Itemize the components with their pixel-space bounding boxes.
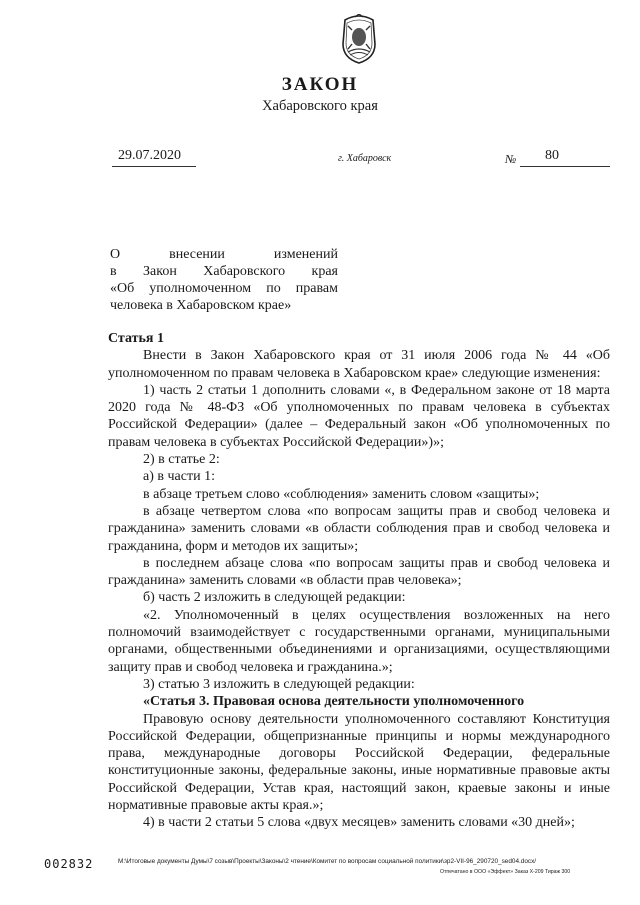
body-paragraph: 4) в части 2 статьи 5 слова «двух месяцев» заменить словами «30 дней»; <box>143 815 575 831</box>
body-paragraph: в последнем абзаце слова «по вопросам защиты прав и свобод человека и гражданина» заменить словами «в области прав человека»; <box>108 555 610 589</box>
body-paragraph: 3) статью 3 изложить в следующей редакции: <box>143 676 415 692</box>
body-paragraph: а) в части 1: <box>143 469 215 485</box>
body-paragraph: «Статья 3. Правовая основа деятельности уполномоченного <box>143 694 525 710</box>
document-body <box>108 330 610 832</box>
law-title-line: человека в Хабаровском крае» <box>110 298 292 313</box>
body-paragraph: Правовую основу деятельности уполномоченного составляют Конституция Российской Федерации, общепризнанные принципы и нормы международного права, международные договоры Российской Федерации, федеральные конституционные законы, федеральные законы, иные нормативные правовые акты Российской Федерации, Устав края, настоящий закон, краевые законы и иные нормативные правовые акты края.»; <box>108 711 610 814</box>
law-title-line: в Закон Хабаровского края <box>110 264 338 279</box>
body-paragraph: в абзаце третьем слово «соблюдения» заменить словом «защиты»; <box>143 486 540 502</box>
law-title-line: «Об уполномоченном по правам <box>110 281 338 296</box>
body-paragraph: Внести в Закон Хабаровского края от 31 июля 2006 года № 44 «Об уполномоченном по правам человека в Хабаровском крае» следующие изменения: <box>108 348 610 381</box>
document-type-title: ЗАКОН <box>281 74 359 95</box>
date-underline <box>112 166 196 167</box>
body-paragraph: 2) в статье 2: <box>143 452 220 468</box>
law-title-line: О внесении изменений <box>110 247 338 262</box>
law-date: 29.07.2020 <box>118 148 181 163</box>
article-heading: Статья 1 <box>108 331 164 346</box>
number-underline <box>520 166 610 167</box>
coat-of-arms-icon <box>338 14 380 64</box>
document-code: 002832 <box>44 857 94 871</box>
law-number: 80 <box>545 148 559 163</box>
body-paragraph: 1) часть 2 статьи 1 дополнить словами «, в Федеральном законе от 18 марта 2020 года № 48-ФЗ «Об уполномоченных по правам человека в субъектах Российской Федерации» (далее – Федеральный закон «Об уполномоченных по правам человека в субъектах Российской Федерации»)»; <box>108 382 610 450</box>
body-paragraph: «2. Уполномоченный в целях осуществления возложенных на него полномочий взаимодействует с государственными органами, муниципальными органами, общественными объединениями и организациями, осуществляющими защиту прав и свобод человека и гражданина.»; <box>108 607 610 675</box>
issuer-subtitle: Хабаровского края <box>262 98 378 114</box>
print-info: Отпечатано в ООО «Эффект» Заказ Х-209 Тираж 300 <box>440 869 571 875</box>
body-paragraph: б) часть 2 изложить в следующей редакции: <box>143 590 406 606</box>
file-path: M:\Итоговые документы Думы\7 созыв\Проекты\Законы\2 чтение\Комитет по вопросам социальной политики\зр2-VII-96_290720_sed04.docx/ <box>118 858 537 865</box>
number-sign: № <box>505 152 517 166</box>
body-paragraph: в абзаце четвертом слова «по вопросам защиты прав и свобод человека и гражданина» заменить словами «в области соблюдения прав и свобод человека и гражданина, форм и методов их защиты»; <box>108 503 610 554</box>
law-city: г. Хабаровск <box>338 153 392 164</box>
